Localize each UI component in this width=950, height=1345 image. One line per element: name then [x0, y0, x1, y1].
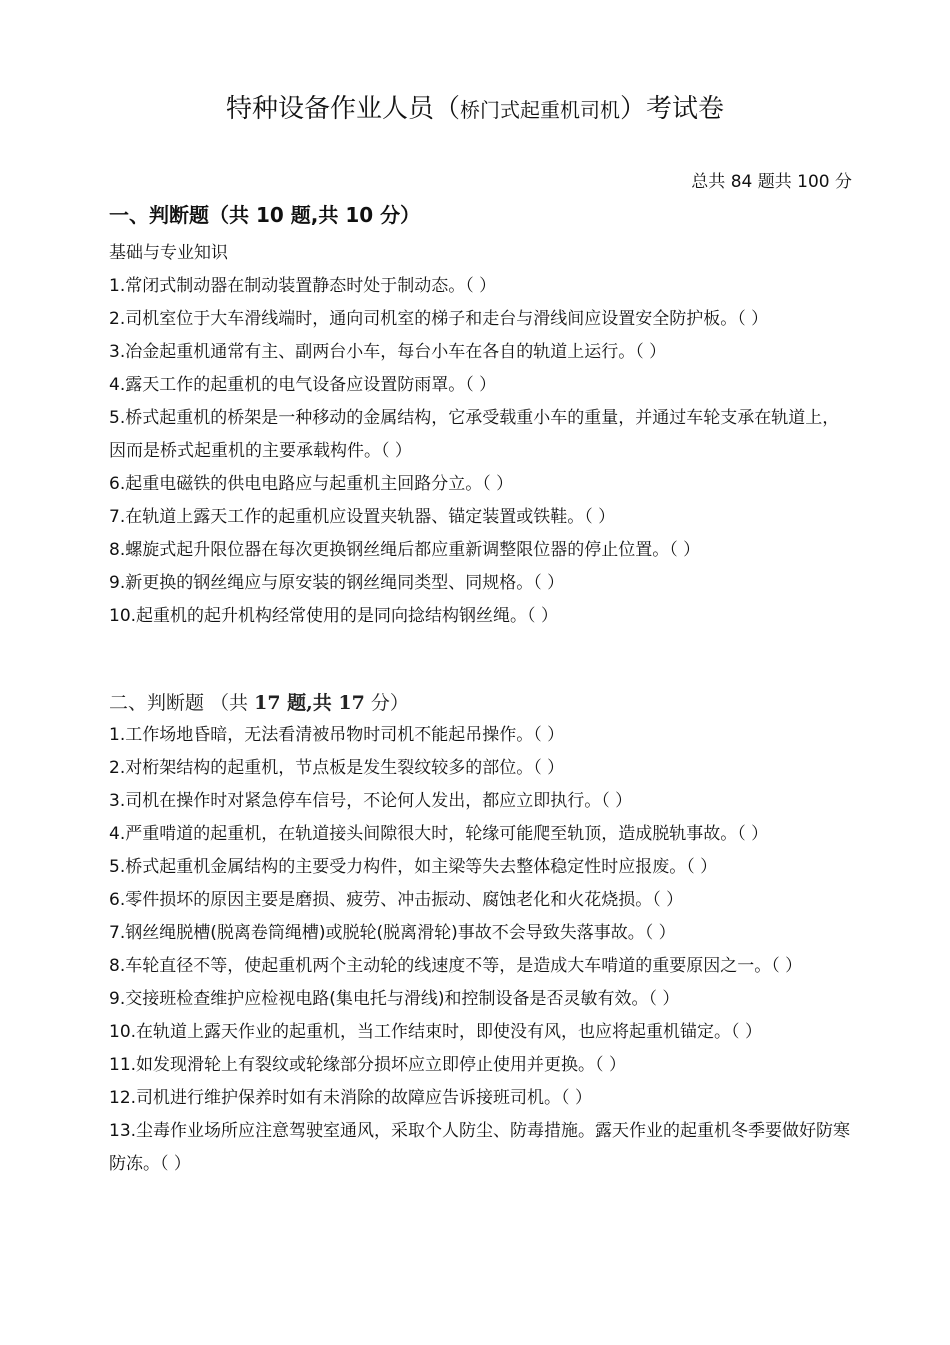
- question-item: 9.新更换的钢丝绳应与原安装的钢丝绳同类型、同规格。（ ）: [109, 573, 565, 593]
- question-item: 8.螺旋式起升限位器在每次更换钢丝绳后都应重新调整限位器的停止位置。（ ）: [109, 540, 701, 560]
- question-item: 7.在轨道上露天工作的起重机应设置夹轨器、锚定装置或铁鞋。（ ）: [109, 507, 616, 527]
- question-item: 5.桥式起重机金属结构的主要受力构件，如主梁等失去整体稳定性时应报废。（ ）: [109, 857, 718, 877]
- question-item: 4.露天工作的起重机的电气设备应设置防雨罩。（ ）: [109, 375, 497, 395]
- section2-heading-mid: 题,共: [280, 692, 339, 714]
- exam-total: 总共 84 题共 100 分: [691, 172, 852, 192]
- question-item: 4.严重啃道的起重机，在轨道接头间隙很大时，轮缘可能爬至轨顶，造成脱轨事故。（ ）: [109, 824, 769, 844]
- title-main: 特种设备作业人员（: [225, 94, 460, 124]
- section1-question-list: [109, 270, 854, 633]
- section1-subheading: 基础与专业知识: [109, 243, 228, 263]
- section2-heading-prefix: 二、判断题 （共: [109, 692, 255, 714]
- question-item: 11.如发现滑轮上有裂纹或轮缘部分损坏应立即停止使用并更换。（ ）: [109, 1055, 626, 1075]
- exam-title: [0, 92, 950, 127]
- section2-heading-suffix: 分）: [364, 692, 409, 714]
- question-item: 2.司机室位于大车滑线端时，通向司机室的梯子和走台与滑线间应设置安全防护板。（ ）: [109, 309, 769, 329]
- question-item: 9.交接班检查维护应检视电路(集电托与滑线)和控制设备是否灵敏有效。（ ）: [109, 989, 680, 1009]
- section2-score: 17: [338, 692, 365, 714]
- question-item: 6.零件损坏的原因主要是磨损、疲劳、冲击振动、腐蚀老化和火花烧损。（ ）: [109, 890, 684, 910]
- question-item: 10.起重机的起升机构经常使用的是同向捻结构钢丝绳。（ ）: [109, 606, 558, 626]
- question-item: 3.司机在操作时对紧急停车信号，不论何人发出，都应立即执行。（ ）: [109, 791, 633, 811]
- title-subject: 桥门式起重机司机: [460, 98, 620, 122]
- title-end: ）考试卷: [620, 94, 725, 124]
- section2-question-count: 17: [254, 692, 281, 714]
- question-item: 1.工作场地昏暗，无法看清被吊物时司机不能起吊操作。（ ）: [109, 725, 565, 745]
- question-item: 6.起重电磁铁的供电电路应与起重机主回路分立。（ ）: [109, 474, 514, 494]
- section2-question-list: [109, 719, 854, 1181]
- question-item: 10.在轨道上露天作业的起重机，当工作结束时，即使没有风，也应将起重机锚定。（ ）: [109, 1022, 762, 1042]
- question-item: 12.司机进行维护保养时如有未消除的故障应告诉接班司机。（ ）: [109, 1088, 592, 1108]
- question-item: 13.尘毒作业场所应注意驾驶室通风，采取个人防尘、防毒措施。露天作业的起重机冬季要做好防寒防冻。（ ）: [109, 1121, 851, 1174]
- question-item: 1.常闭式制动器在制动装置静态时处于制动态。（ ）: [109, 276, 497, 296]
- section2-heading: [109, 689, 409, 717]
- question-item: 2.对桁架结构的起重机，节点板是发生裂纹较多的部位。（ ）: [109, 758, 565, 778]
- section1-heading: 一、判断题（共 10 题,共 10 分）: [109, 203, 421, 227]
- question-item: 8.车轮直径不等，使起重机两个主动轮的线速度不等，是造成大车啃道的重要原因之一。（ ）: [109, 956, 803, 976]
- question-item: 7.钢丝绳脱槽(脱离卷筒绳槽)或脱轮(脱离滑轮)事故不会导致失落事故。（ ）: [109, 923, 676, 943]
- question-item: 3.冶金起重机通常有主、副两台小车，每台小车在各自的轨道上运行。（ ）: [109, 342, 667, 362]
- question-item: 5.桥式起重机的桥架是一种移动的金属结构，它承受载重小车的重量，并通过车轮支承在轨道上，因而是桥式起重机的主要承载构件。（ ）: [109, 408, 840, 461]
